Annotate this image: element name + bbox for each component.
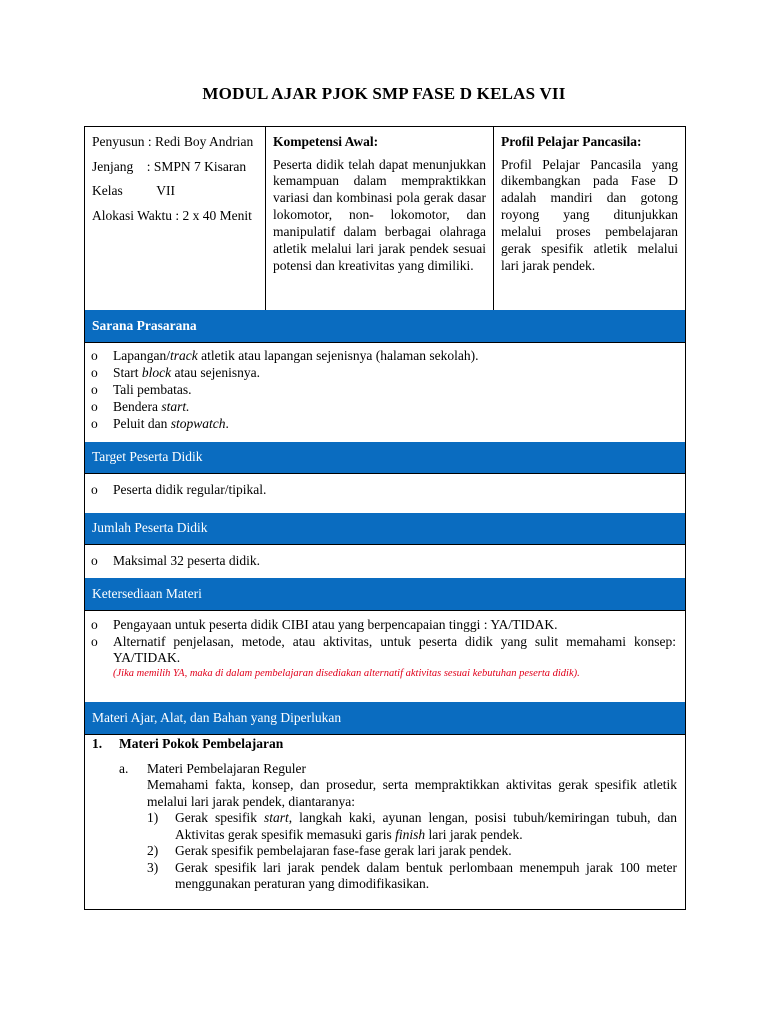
profil-heading: Profil Pelajar Pancasila: <box>501 134 642 149</box>
module-table <box>84 126 686 910</box>
list-item: o Peluit dan stopwatch. <box>85 415 685 432</box>
identity-cell <box>85 127 266 310</box>
list-item: o Tali pembatas. <box>85 381 685 398</box>
materi-pokok-title: Materi Pokok Pembelajaran <box>119 736 284 751</box>
ketersediaan-header: Ketersediaan Materi <box>85 578 685 610</box>
materi-number: 1. <box>92 736 103 751</box>
materi-pokok-row <box>85 736 685 753</box>
point-2: 2) Gerak spesifik pembelajaran fase-fase gerak lari jarak pendek. <box>147 843 512 858</box>
penyusun-text: Penyusun : Redi Boy Andrian <box>92 134 254 149</box>
sub-letter: a. <box>119 760 129 776</box>
materi-header: Materi Ajar, Alat, dan Bahan yang Diperlukan <box>85 702 685 734</box>
kompetensi-cell <box>266 127 494 310</box>
materi-reguler-row <box>85 761 685 893</box>
kompetensi-text: Peserta didik telah dapat menunjukkan kemampuan dalam mempraktikkan variasi dan kombinasi pola gerak dasar lokomotor, non- lokomotor, dan manipulatif dalam berbagai olahraga atletik melalui lari jarak pendek sesuai potensi dan kreativitas yang dimiliki. <box>273 156 486 273</box>
profil-cell <box>494 127 685 310</box>
materi-description: Memahami fakta, konsep, dan prosedur, serta mempraktikkan aktivitas gerak spesifik atletik melalui lari jarak pendek, diantaranya: <box>147 777 677 809</box>
sarana-section <box>85 342 685 432</box>
sarana-list <box>85 347 685 432</box>
sub-title: Materi Pembelajaran Reguler <box>147 760 306 776</box>
ketersediaan-note: (Jika memilih YA, maka di dalam pembelajaran disediakan alternatif aktivitas sesuai kebutuhan peserta didik). <box>113 667 580 679</box>
jumlah-item: o Maksimal 32 peserta didik. <box>85 553 685 570</box>
point-1: 1) Gerak spesifik start, langkah kaki, ayunan lengan, posisi tubuh/kemiringan tubuh, dan Aktivitas gerak spesifik memasuki garis finish lari jarak pendek. <box>147 810 677 842</box>
materi-section <box>85 734 685 893</box>
sarana-header: Sarana Prasarana <box>85 310 685 342</box>
document-title: MODUL AJAR PJOK SMP FASE D KELAS VII <box>202 84 566 103</box>
target-item: o Peserta didik regular/tipikal. <box>85 482 685 499</box>
kompetensi-heading: Kompetensi Awal: <box>273 134 379 149</box>
pengayaan-item: o Pengayaan untuk peserta didik CIBI atau yang berpencapaian tinggi : YA/TIDAK. <box>85 617 676 634</box>
jumlah-header: Jumlah Peserta Didik <box>85 513 685 544</box>
list-item: o Start block atau sejenisnya. <box>85 364 685 381</box>
jumlah-section <box>85 544 685 570</box>
target-section <box>85 473 685 499</box>
jenjang-text: Jenjang : SMPN 7 Kisaran <box>92 158 247 174</box>
target-header: Target Peserta Didik <box>85 442 685 473</box>
kelas-text: Kelas VII <box>92 183 175 198</box>
alternatif-item: o Alternatif penjelasan, metode, atau aktivitas, untuk peserta didik yang sulit memahami konsep: YA/TIDAK. <box>85 634 676 667</box>
list-item: o Bendera start. <box>85 398 685 415</box>
point-3: 3) Gerak spesifik lari jarak pendek dalam bentuk perlombaan menempuh jarak 100 meter menggunakan peraturan yang dimodifikasikan. <box>147 859 677 891</box>
profil-text: Profil Pelajar Pancasila yang dikembangkan pada Fase D adalah mandiri dan gotong royong yang ditunjukkan melalui proses pembelajaran gerak spesifik atletik melalui lari jarak pendek. <box>501 156 678 273</box>
materi-reguler-block <box>147 761 677 893</box>
ketersediaan-section <box>85 610 685 681</box>
identity-row <box>85 127 685 310</box>
list-item: o Lapangan/track atletik atau lapangan sejenisnya (halaman sekolah). <box>85 347 685 364</box>
alokasi-text: Alokasi Waktu : 2 x 40 Menit <box>92 207 252 223</box>
